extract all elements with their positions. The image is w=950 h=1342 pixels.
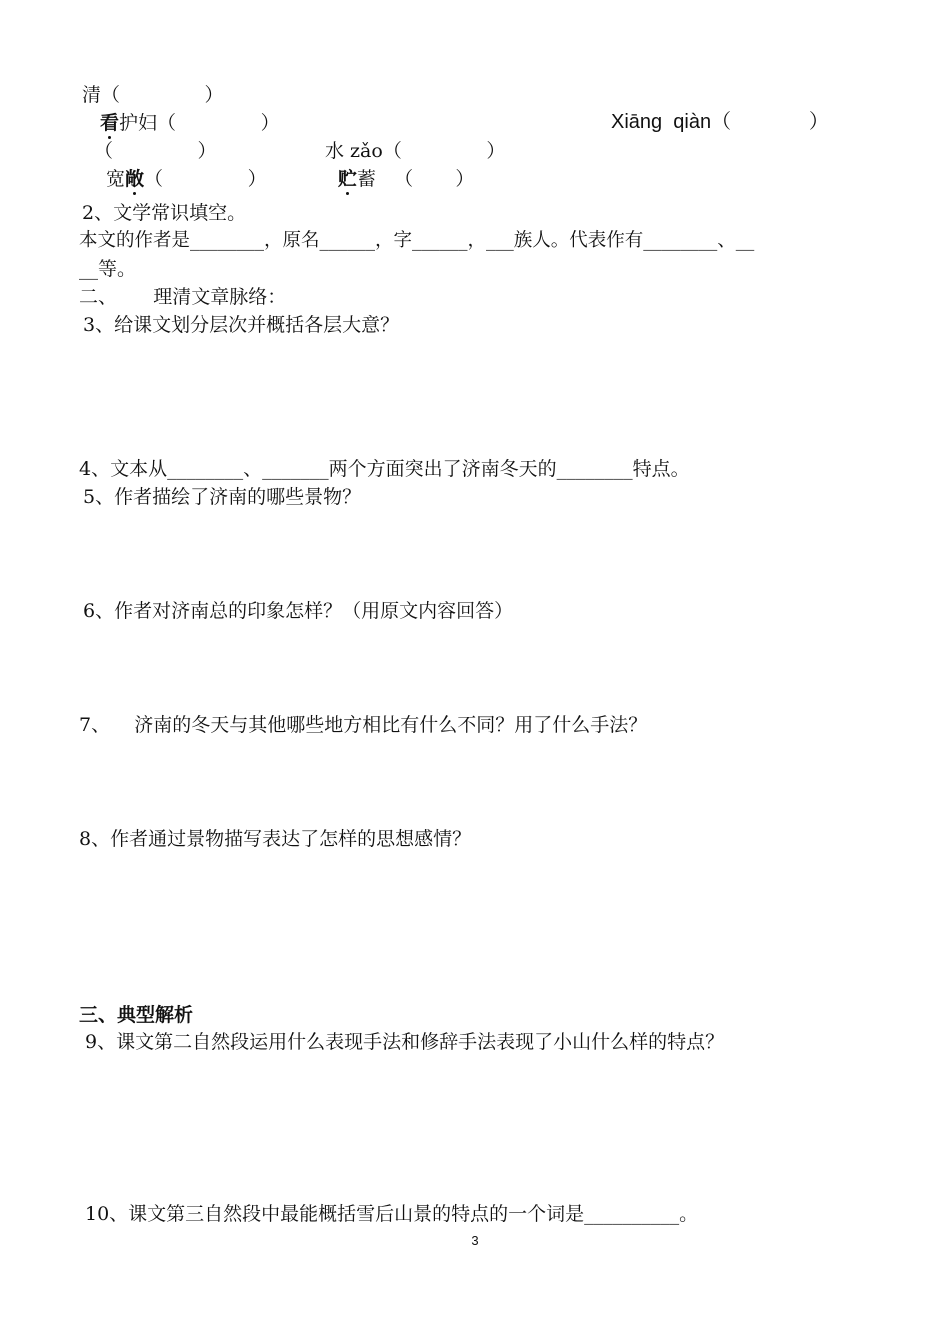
pinyin-item-text: （ ） bbox=[144, 168, 267, 190]
plain-char: 宽 bbox=[106, 168, 126, 190]
section-2-heading: 二、 理清文章脉络： bbox=[79, 286, 287, 308]
dotted-char: 看 bbox=[100, 112, 120, 134]
pinyin-line-2-left bbox=[100, 111, 280, 135]
question-8: 8、作者通过景物描写表达了怎样的思想感情？ bbox=[79, 828, 472, 850]
q2-line-1: 本文的作者是________，原名______，字______，___族人。代表作有________、__ bbox=[79, 230, 755, 251]
pinyin-item-text: 蓄 （ ） bbox=[357, 168, 475, 190]
q2-title: 2、文学常识填空。 bbox=[82, 202, 247, 224]
pinyin-item-text: 护妇（ ） bbox=[119, 112, 280, 134]
section-3-heading: 三、典型解析 bbox=[79, 1004, 194, 1026]
dotted-char: 敞 bbox=[125, 168, 145, 190]
pinyin-line-4-left bbox=[106, 167, 267, 191]
pinyin-line-3-left: （ ） bbox=[94, 140, 217, 162]
page-number: 3 bbox=[471, 1233, 479, 1248]
pinyin-line-4-right bbox=[338, 167, 474, 191]
question-5: 5、作者描绘了济南的哪些景物？ bbox=[83, 486, 362, 508]
dotted-char: 贮 bbox=[338, 168, 358, 190]
question-10: 10、课文第三自然段中最能概括雪后山景的特点的一个词是__________。 bbox=[85, 1203, 699, 1225]
q2-line-2: __等。 bbox=[79, 258, 137, 280]
question-9: 9、课文第二自然段运用什么表现手法和修辞手法表现了小山什么样的特点？ bbox=[85, 1031, 725, 1053]
question-3: 3、给课文划分层次并概括各层大意？ bbox=[83, 314, 400, 336]
pinyin-line-2-right: Xiāng qiàn（ ） bbox=[611, 111, 829, 133]
question-4: 4、文本从________、_______两个方面突出了济南冬天的________特点。 bbox=[79, 458, 690, 480]
pinyin-line-3-right: 水 zǎo（ ） bbox=[325, 140, 506, 162]
question-6: 6、作者对济南总的印象怎样？（用原文内容回答） bbox=[83, 600, 514, 622]
pinyin-line-1: 清（ ） bbox=[82, 84, 224, 106]
question-7: 7、 济南的冬天与其他哪些地方相比有什么不同？用了什么手法？ bbox=[79, 714, 648, 736]
